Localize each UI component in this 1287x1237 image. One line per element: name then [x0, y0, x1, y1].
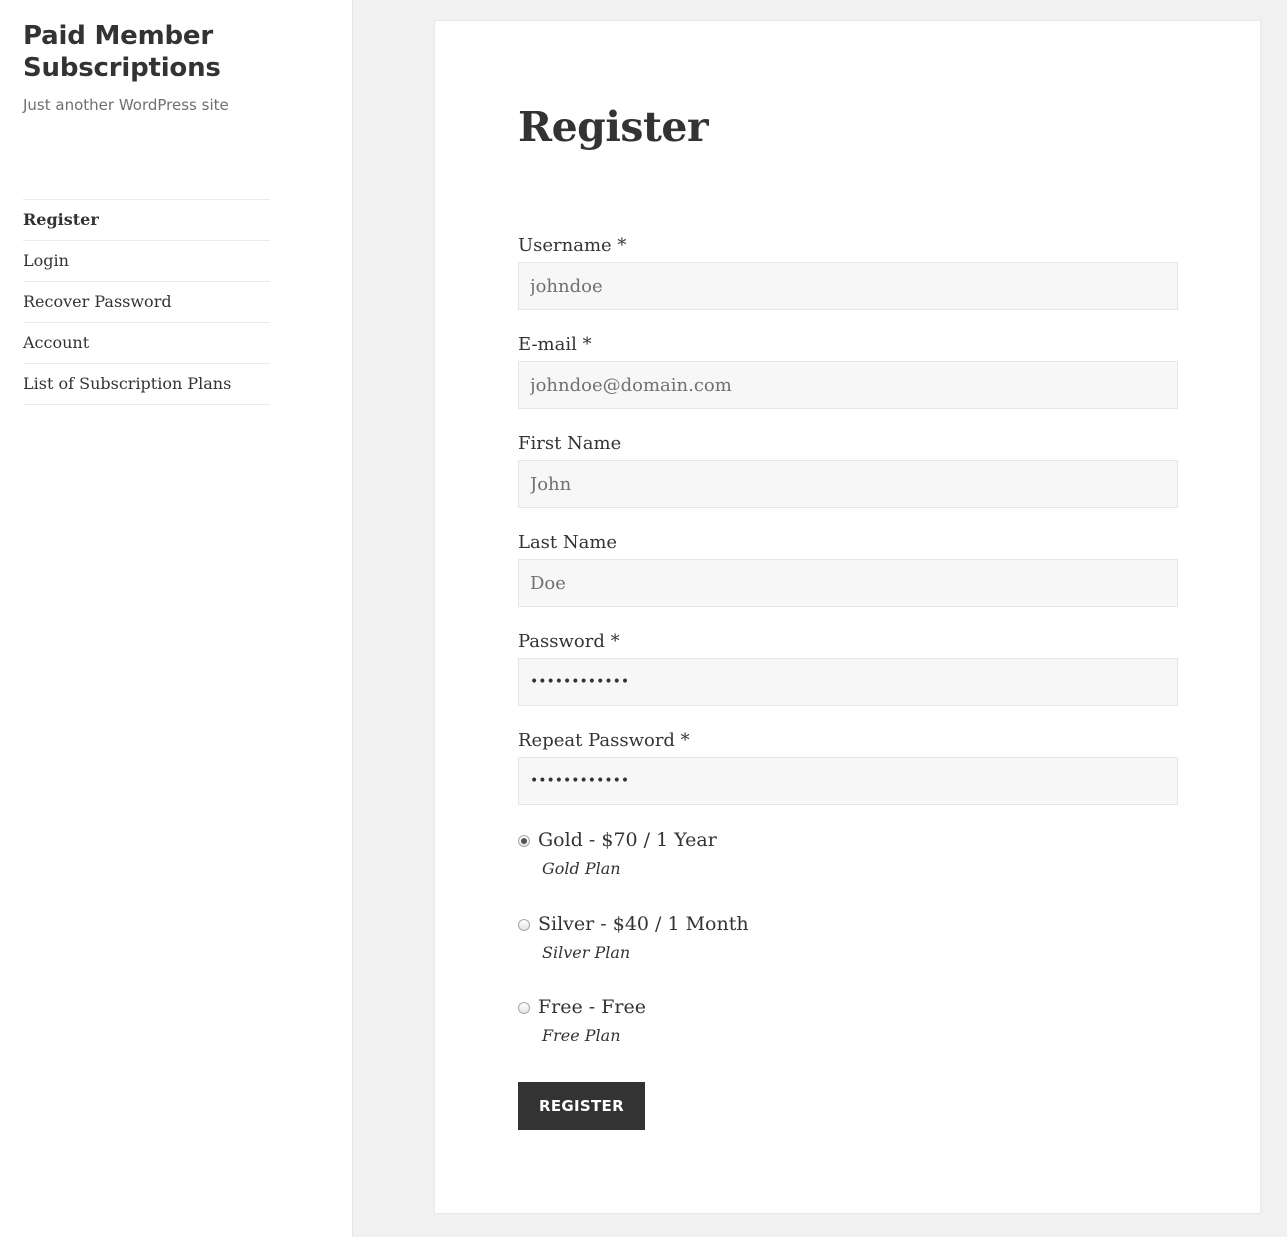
nav-item-register[interactable]: Register [23, 200, 270, 241]
plan-free-label[interactable]: Free - Free [538, 996, 647, 1018]
password-label: Password * [518, 631, 620, 652]
plan-silver-description: Silver Plan [542, 943, 631, 962]
page-title: Register [518, 103, 709, 151]
plan-gold-description: Gold Plan [542, 859, 621, 878]
plan-free-radio[interactable] [518, 1002, 530, 1014]
sidebar-nav [23, 199, 270, 405]
last-name-label: Last Name [518, 532, 618, 553]
last-name-input[interactable] [518, 559, 1178, 607]
username-label: Username * [518, 235, 627, 256]
plan-silver-label[interactable]: Silver - $40 / 1 Month [538, 913, 749, 935]
sidebar [0, 0, 353, 1237]
plan-silver-radio[interactable] [518, 919, 530, 931]
first-name-input[interactable] [518, 460, 1178, 508]
nav-item-account[interactable]: Account [23, 323, 270, 364]
email-input[interactable] [518, 361, 1178, 409]
repeat-password-input[interactable] [518, 757, 1178, 805]
username-input[interactable] [518, 262, 1178, 310]
nav-item-login[interactable]: Login [23, 241, 270, 282]
first-name-label: First Name [518, 433, 622, 454]
nav-item-recover-password[interactable]: Recover Password [23, 282, 270, 323]
site-title[interactable]: Paid Member Subscriptions [23, 21, 221, 83]
plan-gold-radio[interactable] [518, 835, 530, 847]
email-label: E-mail * [518, 334, 592, 355]
plan-gold-label[interactable]: Gold - $70 / 1 Year [538, 829, 717, 851]
password-input[interactable] [518, 658, 1178, 706]
content-area [434, 20, 1261, 1214]
register-button[interactable]: REGISTER [518, 1082, 645, 1130]
site-description: Just another WordPress site [23, 96, 229, 114]
nav-item-subscription-plans[interactable]: List of Subscription Plans [23, 364, 270, 405]
plan-free-description: Free Plan [542, 1026, 621, 1045]
repeat-password-label: Repeat Password * [518, 730, 690, 751]
